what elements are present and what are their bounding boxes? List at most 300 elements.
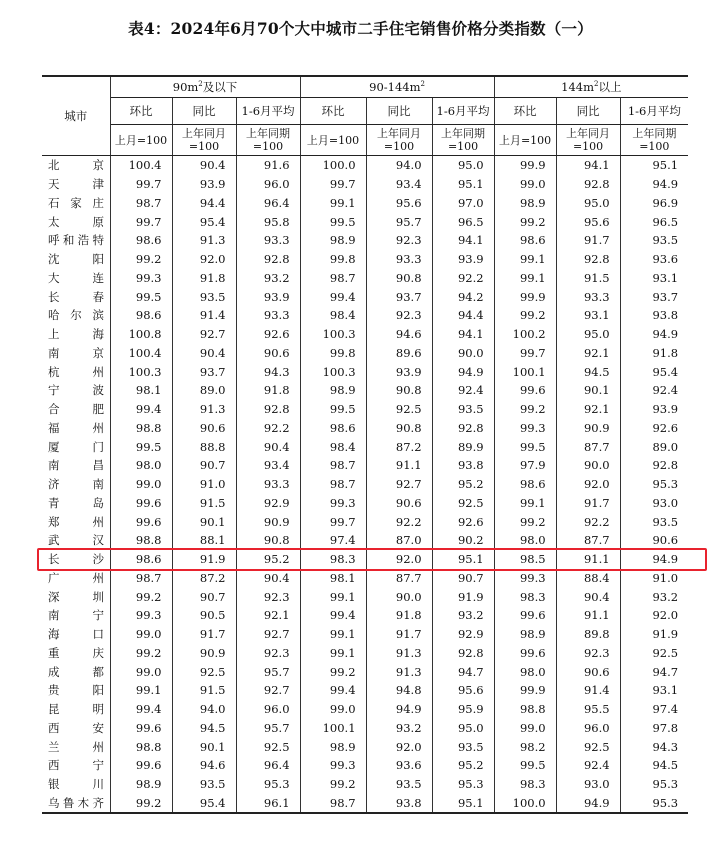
- index-value: 90.7: [172, 587, 236, 606]
- index-value: 94.4: [432, 306, 494, 325]
- index-value: 98.6: [110, 231, 172, 250]
- index-value: 94.2: [432, 287, 494, 306]
- index-value: 99.2: [110, 794, 172, 814]
- index-value: 92.6: [652, 420, 679, 435]
- index-value: 92.2: [366, 512, 432, 531]
- index-value: 96.4: [236, 756, 300, 775]
- city-cell: [42, 287, 110, 306]
- index-value: 98.6: [110, 550, 172, 569]
- index-value: 94.9: [652, 552, 679, 567]
- table-row: [42, 419, 688, 438]
- index-value: 99.2: [300, 775, 366, 794]
- index-value: 92.6: [432, 512, 494, 531]
- table-row: [42, 569, 688, 588]
- index-value: 93.1: [652, 683, 679, 698]
- index-value: 90.9: [556, 419, 620, 438]
- table-row: [42, 456, 688, 475]
- index-value: 95.8: [236, 212, 300, 231]
- index-value: 99.4: [300, 681, 366, 700]
- city-cell: [42, 175, 110, 194]
- index-value: 99.8: [300, 344, 366, 363]
- index-value: 92.9: [236, 494, 300, 513]
- index-value: 98.6: [110, 306, 172, 325]
- index-value: 92.0: [172, 250, 236, 269]
- index-value: 90.2: [432, 531, 494, 550]
- base-header-prev-month: 上月=100: [110, 125, 172, 156]
- index-value: 99.5: [110, 287, 172, 306]
- city-cell: [42, 625, 110, 644]
- index-value: 90.8: [366, 381, 432, 400]
- index-value: 99.2: [300, 662, 366, 681]
- index-value: 99.5: [300, 212, 366, 231]
- index-value: 88.8: [172, 437, 236, 456]
- city-name: 哈尔滨: [48, 308, 104, 323]
- index-value: 99.2: [494, 306, 556, 325]
- city-column-header: 城市: [42, 76, 110, 156]
- index-value: 95.4: [172, 212, 236, 231]
- index-value: 88.1: [172, 531, 236, 550]
- city-cell: [42, 194, 110, 213]
- city-cell: [42, 362, 110, 381]
- index-value: 92.7: [236, 681, 300, 700]
- city-name: 呼和浩特: [48, 233, 104, 248]
- city-name: 成都: [48, 664, 104, 679]
- index-value: 90.1: [556, 381, 620, 400]
- index-value: 93.2: [652, 589, 679, 604]
- index-value: 99.2: [494, 212, 556, 231]
- index-value: 96.0: [236, 175, 300, 194]
- city-name: 杭州: [48, 364, 104, 379]
- index-value: 92.2: [556, 512, 620, 531]
- sub-header-yoy: 同比: [172, 98, 236, 125]
- index-value: 88.4: [556, 569, 620, 588]
- index-value: 99.9: [494, 681, 556, 700]
- city-cell: [42, 306, 110, 325]
- index-value: 95.3: [652, 477, 679, 492]
- index-value: 95.1: [432, 550, 494, 569]
- index-value: 91.0: [652, 570, 679, 585]
- index-value: 92.4: [432, 381, 494, 400]
- index-value: 93.4: [236, 456, 300, 475]
- index-value: 98.8: [110, 419, 172, 438]
- city-cell: [42, 269, 110, 288]
- city-name: 南京: [48, 345, 104, 360]
- index-value: 98.7: [110, 194, 172, 213]
- index-value: 98.7: [110, 569, 172, 588]
- city-cell: [42, 381, 110, 400]
- table-row: [42, 719, 688, 738]
- city-name: 上海: [48, 327, 104, 342]
- index-value: 91.8: [652, 345, 679, 360]
- base-header-prev-year-period: 上年同期=100: [432, 125, 494, 156]
- index-value: 99.6: [110, 494, 172, 513]
- city-cell: [42, 344, 110, 363]
- city-cell: [42, 325, 110, 344]
- index-value: 99.3: [494, 569, 556, 588]
- base-header-prev-year-month: 上年同月=100: [556, 125, 620, 156]
- index-value: 92.0: [556, 475, 620, 494]
- index-value: 95.1: [432, 175, 494, 194]
- city-name: 石家庄: [48, 195, 104, 210]
- index-value: 98.2: [494, 737, 556, 756]
- index-value: 90.6: [556, 662, 620, 681]
- index-value: 96.5: [652, 214, 679, 229]
- index-value: 92.3: [556, 644, 620, 663]
- index-value: 92.5: [652, 645, 679, 660]
- index-value: 93.6: [366, 756, 432, 775]
- index-value: 99.1: [300, 625, 366, 644]
- sub-header-avg: 1-6月平均: [620, 98, 688, 125]
- index-value: 93.3: [236, 306, 300, 325]
- index-value: 96.5: [432, 212, 494, 231]
- index-value: 99.8: [300, 250, 366, 269]
- index-value: 90.0: [366, 587, 432, 606]
- city-cell: [42, 737, 110, 756]
- table-row: [42, 156, 688, 175]
- index-value: 93.9: [172, 175, 236, 194]
- index-value: 93.8: [432, 456, 494, 475]
- index-value: 91.4: [172, 306, 236, 325]
- index-value: 94.3: [236, 362, 300, 381]
- index-value: 99.3: [494, 419, 556, 438]
- index-value: 98.9: [110, 775, 172, 794]
- index-value: 98.3: [494, 587, 556, 606]
- index-value: 93.0: [652, 495, 679, 510]
- index-value: 90.7: [432, 569, 494, 588]
- index-value: 100.3: [300, 325, 366, 344]
- index-value: 91.5: [172, 494, 236, 513]
- sub-header-avg: 1-6月平均: [432, 98, 494, 125]
- index-value: 100.0: [494, 794, 556, 814]
- index-value: 99.5: [494, 437, 556, 456]
- index-value: 90.9: [236, 512, 300, 531]
- index-value: 91.3: [366, 644, 432, 663]
- index-value: 93.0: [556, 775, 620, 794]
- index-value: 98.9: [300, 231, 366, 250]
- index-value: 93.2: [432, 606, 494, 625]
- index-value: 99.5: [300, 400, 366, 419]
- sub-header-yoy: 同比: [366, 98, 432, 125]
- index-value: 90.1: [172, 737, 236, 756]
- price-index-table: [42, 75, 688, 814]
- index-value: 95.7: [236, 719, 300, 738]
- table-row: [42, 794, 688, 814]
- index-value: 99.4: [300, 287, 366, 306]
- index-value: 92.5: [432, 494, 494, 513]
- index-value: 89.9: [432, 437, 494, 456]
- base-header-prev-month: 上月=100: [494, 125, 556, 156]
- table-row: [42, 362, 688, 381]
- index-value: 99.3: [110, 269, 172, 288]
- city-name: 太原: [48, 214, 104, 229]
- index-value: 98.0: [494, 662, 556, 681]
- index-value: 100.3: [300, 362, 366, 381]
- index-value: 92.5: [556, 737, 620, 756]
- index-value: 95.6: [432, 681, 494, 700]
- index-value: 93.2: [366, 719, 432, 738]
- index-value: 93.7: [652, 289, 679, 304]
- index-value: 99.7: [494, 344, 556, 363]
- city-name: 武汉: [48, 533, 104, 548]
- index-value: 92.8: [556, 175, 620, 194]
- index-value: 95.3: [432, 775, 494, 794]
- city-name: 青岛: [48, 495, 104, 510]
- index-value: 99.6: [110, 719, 172, 738]
- index-value: 92.1: [556, 400, 620, 419]
- city-name: 深圳: [48, 589, 104, 604]
- index-value: 96.0: [556, 719, 620, 738]
- index-value: 98.7: [300, 475, 366, 494]
- index-value: 92.5: [236, 737, 300, 756]
- index-value: 90.0: [432, 344, 494, 363]
- index-value: 92.3: [236, 587, 300, 606]
- index-value: 99.7: [300, 512, 366, 531]
- index-value: 93.5: [366, 775, 432, 794]
- index-value: 100.2: [494, 325, 556, 344]
- index-value: 90.4: [556, 587, 620, 606]
- index-value: 95.6: [556, 212, 620, 231]
- index-value: 99.2: [110, 250, 172, 269]
- index-value: 95.4: [172, 794, 236, 814]
- index-value: 98.9: [494, 194, 556, 213]
- index-value: 98.1: [110, 381, 172, 400]
- index-value: 91.9: [432, 587, 494, 606]
- table-body: [42, 156, 688, 814]
- index-value: 95.1: [652, 158, 679, 173]
- city-cell: [42, 700, 110, 719]
- highlight-box: [37, 548, 707, 571]
- city-cell: [42, 606, 110, 625]
- index-value: 87.7: [556, 437, 620, 456]
- city-cell: [42, 156, 110, 175]
- page-title: 表4：2024年6月70个大中城市二手住宅销售价格分类指数（一）: [128, 19, 593, 38]
- index-value: 90.6: [172, 419, 236, 438]
- index-value: 94.1: [432, 231, 494, 250]
- city-cell: [42, 531, 110, 550]
- index-value: 95.7: [366, 212, 432, 231]
- index-value: 91.7: [172, 625, 236, 644]
- index-value: 100.1: [494, 362, 556, 381]
- index-value: 95.9: [432, 700, 494, 719]
- index-value: 94.5: [172, 719, 236, 738]
- index-value: 93.5: [432, 400, 494, 419]
- index-value: 99.1: [110, 681, 172, 700]
- city-name: 南昌: [48, 458, 104, 473]
- index-value: 95.3: [236, 775, 300, 794]
- group-header-large: $144m^2$以上: [494, 76, 688, 98]
- index-value: 94.1: [556, 156, 620, 175]
- city-cell: [42, 456, 110, 475]
- index-value: 95.0: [556, 194, 620, 213]
- city-name: 沈阳: [48, 252, 104, 267]
- index-value: 91.9: [652, 627, 679, 642]
- table-row: [42, 212, 688, 231]
- city-cell: [42, 719, 110, 738]
- table-row: [42, 756, 688, 775]
- index-value: 100.0: [300, 156, 366, 175]
- index-value: 100.1: [300, 719, 366, 738]
- index-value: 98.8: [494, 700, 556, 719]
- index-value: 89.0: [172, 381, 236, 400]
- index-value: 100.4: [110, 344, 172, 363]
- table-row: [42, 269, 688, 288]
- index-value: 93.8: [652, 308, 679, 323]
- city-cell: [42, 437, 110, 456]
- base-header-prev-year-period: 上年同期=100: [236, 125, 300, 156]
- index-value: 98.6: [494, 475, 556, 494]
- index-value: 96.1: [236, 794, 300, 814]
- city-cell: [42, 419, 110, 438]
- index-value: 91.7: [366, 625, 432, 644]
- base-header-prev-month: 上月=100: [300, 125, 366, 156]
- index-value: 92.8: [236, 250, 300, 269]
- group-header-mid: $90-144m^2$: [300, 76, 494, 98]
- index-value: 99.2: [494, 512, 556, 531]
- index-value: 95.1: [432, 794, 494, 814]
- index-value: 93.4: [366, 175, 432, 194]
- index-value: 92.4: [556, 756, 620, 775]
- index-value: 99.0: [110, 662, 172, 681]
- index-value: 89.6: [366, 344, 432, 363]
- base-header-prev-year-month: 上年同月=100: [366, 125, 432, 156]
- index-value: 96.0: [236, 700, 300, 719]
- sub-header-mom: 环比: [300, 98, 366, 125]
- index-value: 90.8: [366, 269, 432, 288]
- index-value: 87.2: [366, 437, 432, 456]
- index-value: 98.9: [300, 737, 366, 756]
- city-name: 西宁: [48, 758, 104, 773]
- table-row: [42, 644, 688, 663]
- index-value: 92.2: [432, 269, 494, 288]
- city-name: 长沙: [48, 552, 104, 567]
- index-value: 98.7: [300, 794, 366, 814]
- index-value: 99.2: [494, 400, 556, 419]
- index-value: 99.3: [110, 606, 172, 625]
- index-value: 91.0: [172, 475, 236, 494]
- index-value: 97.0: [432, 194, 494, 213]
- index-value: 94.9: [556, 794, 620, 814]
- index-value: 95.4: [652, 364, 679, 379]
- index-value: 92.6: [236, 325, 300, 344]
- table-row: [42, 775, 688, 794]
- index-value: 99.0: [494, 175, 556, 194]
- table-row: [42, 400, 688, 419]
- index-value: 92.2: [236, 419, 300, 438]
- index-value: 99.0: [110, 475, 172, 494]
- index-value: 95.6: [366, 194, 432, 213]
- index-value: 94.4: [172, 194, 236, 213]
- index-value: 98.0: [110, 456, 172, 475]
- index-value: 95.0: [556, 325, 620, 344]
- index-value: 99.6: [110, 512, 172, 531]
- city-cell: [42, 494, 110, 513]
- city-cell: [42, 569, 110, 588]
- table-row: [42, 531, 688, 550]
- table-row: [42, 662, 688, 681]
- index-value: 91.5: [556, 269, 620, 288]
- index-value: 95.0: [432, 719, 494, 738]
- index-value: 91.9: [172, 550, 236, 569]
- index-value: 94.6: [366, 325, 432, 344]
- city-name: 重庆: [48, 645, 104, 660]
- base-header-prev-year-month: 上年同月=100: [172, 125, 236, 156]
- index-value: 94.1: [432, 325, 494, 344]
- index-value: 97.9: [494, 456, 556, 475]
- city-cell: [42, 250, 110, 269]
- index-value: 95.2: [432, 756, 494, 775]
- index-value: 99.0: [494, 719, 556, 738]
- table-row: [42, 231, 688, 250]
- index-value: 91.5: [172, 681, 236, 700]
- index-value: 91.3: [366, 662, 432, 681]
- index-value: 92.0: [366, 550, 432, 569]
- city-name: 长春: [48, 289, 104, 304]
- city-cell: [42, 644, 110, 663]
- index-value: 87.7: [366, 569, 432, 588]
- index-value: 92.5: [366, 400, 432, 419]
- index-value: 99.1: [300, 194, 366, 213]
- index-value: 94.0: [172, 700, 236, 719]
- index-value: 99.7: [110, 212, 172, 231]
- index-value: 96.9: [652, 195, 679, 210]
- index-value: 98.0: [494, 531, 556, 550]
- city-name: 厦门: [48, 439, 104, 454]
- index-value: 92.7: [366, 475, 432, 494]
- index-value: 99.4: [300, 606, 366, 625]
- table-row: [42, 381, 688, 400]
- index-value: 93.1: [556, 306, 620, 325]
- index-value: 93.1: [652, 270, 679, 285]
- index-value: 100.8: [110, 325, 172, 344]
- index-value: 90.7: [172, 456, 236, 475]
- index-value: 95.3: [620, 794, 688, 814]
- city-name: 兰州: [48, 739, 104, 754]
- index-value: 92.9: [432, 625, 494, 644]
- index-value: 99.1: [300, 644, 366, 663]
- index-value: 97.4: [652, 702, 679, 717]
- city-cell: [42, 587, 110, 606]
- index-value: 98.9: [300, 381, 366, 400]
- index-value: 98.4: [300, 306, 366, 325]
- index-value: 99.2: [110, 587, 172, 606]
- index-value: 99.3: [300, 494, 366, 513]
- city-cell: [42, 475, 110, 494]
- index-value: 92.3: [366, 231, 432, 250]
- index-value: 92.4: [652, 383, 679, 398]
- index-value: 99.5: [110, 437, 172, 456]
- table-row: [42, 625, 688, 644]
- index-value: 92.3: [366, 306, 432, 325]
- index-value: 93.3: [236, 231, 300, 250]
- index-value: 93.5: [172, 287, 236, 306]
- index-value: 93.9: [236, 287, 300, 306]
- index-value: 95.5: [556, 700, 620, 719]
- city-name: 大连: [48, 270, 104, 285]
- index-value: 93.9: [366, 362, 432, 381]
- index-value: 94.5: [556, 362, 620, 381]
- index-value: 92.5: [172, 662, 236, 681]
- index-value: 90.4: [236, 437, 300, 456]
- index-value: 87.7: [556, 531, 620, 550]
- base-header-prev-year-period: 上年同期=100: [620, 125, 688, 156]
- city-name: 广州: [48, 570, 104, 585]
- index-value: 92.1: [236, 606, 300, 625]
- index-value: 91.7: [556, 231, 620, 250]
- index-value: 98.8: [110, 737, 172, 756]
- city-name: 南宁: [48, 608, 104, 623]
- index-value: 93.9: [432, 250, 494, 269]
- index-value: 98.1: [300, 569, 366, 588]
